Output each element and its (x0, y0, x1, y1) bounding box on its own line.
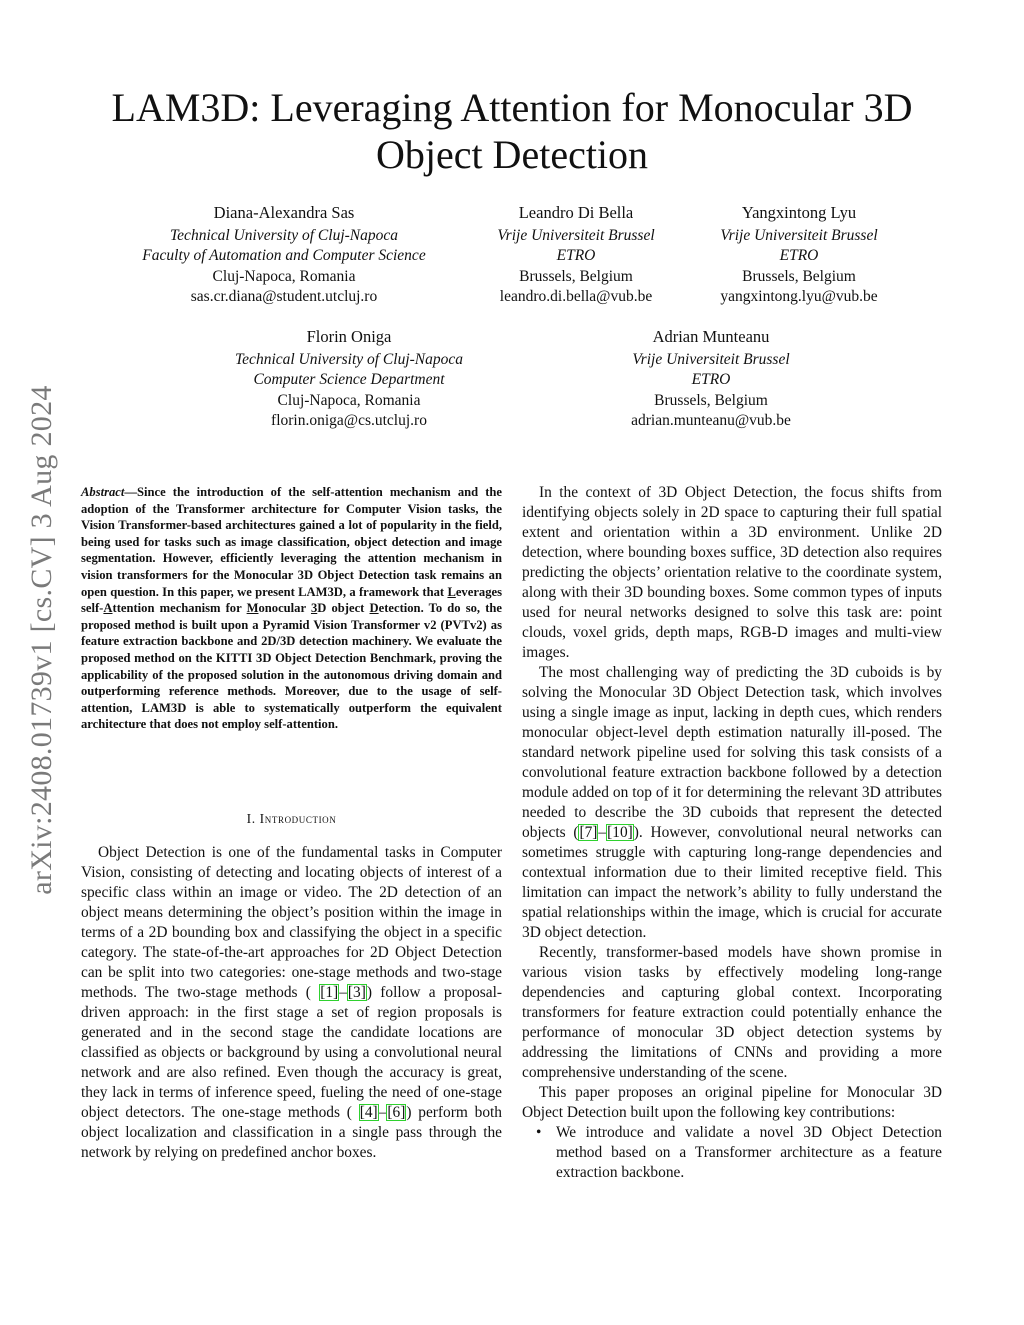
paragraph-text: ) follow a proposal-driven approach: in the first stage a set of region proposals is generated and in the second stage the candidate locations are classified as objects or background by using a convolutional neural network and are also refined. Even though the accuracy is great, they lack in terms of inference speed, fueling the need of one-stage object detectors. The one-stage methods ( (81, 984, 502, 1121)
author-email: sas.cr.diana@student.utcluj.ro (190, 288, 378, 305)
author-location: Brussels, Belgium (654, 391, 768, 409)
paragraph-text: ). However, convolutional neural networks can sometimes struggle with capturing long-range dependencies and contextual information due to their limited receptive field. This limitation can impact the network’s ability to fully understand the spatial relationships within the image, which is crucial for accurate 3D object detection. (522, 824, 942, 941)
author-block (466, 203, 686, 308)
intro-right-column (522, 483, 942, 1183)
section-heading (81, 811, 502, 827)
author-department: Computer Science Department (253, 371, 445, 388)
paper-title: LAM3D: Leveraging Attention for Monocular 3D Object Detection (111, 85, 913, 177)
abstract-underline-letter: M (246, 601, 259, 616)
author-location: Cluj-Napoca, Romania (277, 391, 421, 409)
abstract-label: Abstract (81, 485, 125, 499)
citation-link[interactable]: [4] (359, 1104, 378, 1121)
paragraph-text: Object Detection is one of the fundamental tasks in Computer Vision, consisting of detecting and locating objects of interest of a specific class within an image or video. The 2D detection of an object means determining the object’s position within the image in terms of a 2D bounding box and classifying the object in a specific category. The state-of-the-art approaches for 2D Object Detection can be split into two categories: one-stage methods and two-stage methods. The two-stage methods ( (81, 844, 502, 1001)
list-item (536, 1123, 942, 1183)
author-email: leandro.di.bella@vub.be (499, 288, 653, 305)
author-name: Adrian Munteanu (652, 327, 770, 346)
abstract-underline-letter: D (369, 601, 379, 616)
citation-dash: – (598, 824, 607, 841)
author-affiliation: Technical University of Cluj-Napoca (234, 350, 464, 368)
abstract-text: onocular (258, 601, 311, 616)
paragraph: Recently, transformer-based models have shown promise in various vision tasks by effectively modeling long-range dependencies and capturing global context. Incorporating transformers for feature extraction could potentially enhance the performance of monocular 3D object detection systems by addressing the limitations of CNNs and providing a more comprehensive understanding of the scene. (522, 944, 942, 1081)
author-location: Cluj-Napoca, Romania (212, 267, 356, 285)
author-block (696, 203, 902, 308)
paragraph (81, 843, 502, 1163)
abstract-dash: — (124, 485, 137, 499)
abstract-text: etection. To do so, the proposed method is built upon a Pyramid Vision Transformer v2 (PVTv2) as feature extraction backbone and 2D/3D detection machinery. We evaluate the proposed method on the KITTI 3D Object Detection Benchmark, proving the applicability of the proposed solution in the autonomous driving domain and outperforming reference methods. Moreover, due to the usage of self-attention, LAM3D is able to systematically outperform the equivalent architecture that does not employ self-attention. (81, 601, 502, 732)
author-department: Faculty of Automation and Computer Science (142, 247, 426, 264)
abstract-text: D object (317, 601, 370, 616)
paragraph-text: ) perform both object localization and classification in a single pass through the network by relying on predefined anchor boxes. (81, 1104, 502, 1161)
list-item-text: We introduce and validate a novel 3D Object Detection method based on a Transformer architecture as a feature extraction backbone. (556, 1124, 942, 1181)
abstract-text: Since the introduction of the self-attention mechanism and the adoption of the Transformer architecture for Computer Vision tasks, the Vision Transformer-based architectures gained a lot of popularity in the field, being used for tasks such as image classification, object detection and image segmentation. However, efficiently leveraging the attention mechanism in vision transformers for the Monocular 3D Object Detection task remains an open question. In this paper, we present LAM3D, a framework that (81, 485, 502, 599)
author-email: yangxintong.lyu@vub.be (720, 288, 878, 305)
author-email: adrian.munteanu@vub.be (631, 412, 791, 429)
abstract-underline-letter: L (447, 584, 456, 599)
author-name: Yangxintong Lyu (741, 203, 857, 222)
abstract-underline-letter: 3 (310, 601, 318, 616)
author-name: Florin Oniga (306, 327, 392, 346)
author-name: Leandro Di Bella (518, 203, 634, 222)
paragraph: This paper proposes an original pipeline for Monocular 3D Object Detection built upon the following key contributions: (522, 1084, 942, 1121)
citation-link[interactable]: [3] (347, 984, 366, 1001)
author-block (598, 327, 824, 432)
author-affiliation: Vrije Universiteit Brussel (497, 226, 655, 244)
author-block (110, 203, 458, 308)
author-location: Brussels, Belgium (742, 267, 856, 285)
author-email: florin.oniga@cs.utcluj.ro (271, 412, 427, 429)
section-number: I. (246, 811, 260, 826)
abstract-text: everages self- (81, 584, 502, 616)
abstract-text: ttention mechanism for (112, 601, 247, 616)
abstract-underline-letter: A (103, 601, 113, 616)
citation-link[interactable]: [7] (579, 824, 598, 841)
section-title: Introduction (259, 811, 337, 826)
paragraph (522, 663, 942, 943)
contributions-list (522, 1123, 942, 1183)
author-affiliation: Vrije Universiteit Brussel (632, 350, 790, 368)
abstract (81, 484, 502, 733)
author-name: Diana-Alexandra Sas (213, 203, 355, 222)
paragraph-text: The most challenging way of predicting the 3D cuboids is by solving the Monocular 3D Object Detection task, which involves using a single image as input, lacking in depth cues, which renders monocular object-level depth estimation naturally ill-posed. The standard network pipeline used for solving this task consists of a convolutional feature extraction backbone followed by a detection module added on top of it for determining the relevant 3D attributes needed to describe the 3D cuboids that represent the detected objects ( (522, 664, 942, 841)
author-department: ETRO (556, 247, 596, 264)
arxiv-side-label: arXiv:2408.01739v1 [cs.CV] 3 Aug 2024 (25, 385, 58, 895)
citation-dash: – (378, 1104, 387, 1121)
author-department: ETRO (779, 247, 819, 264)
author-location: Brussels, Belgium (519, 267, 633, 285)
citation-link[interactable]: [6] (387, 1104, 406, 1121)
bullet-icon: • (536, 1124, 542, 1141)
citation-link[interactable]: [1] (320, 984, 339, 1001)
author-block (208, 327, 490, 432)
intro-left-column (81, 843, 502, 1163)
author-department: ETRO (691, 371, 731, 388)
citation-dash: – (339, 984, 347, 1001)
author-affiliation: Vrije Universiteit Brussel (720, 226, 878, 244)
author-affiliation: Technical University of Cluj-Napoca (169, 226, 399, 244)
paragraph: In the context of 3D Object Detection, the focus shifts from identifying objects solely in 2D space to capturing their full spatial extent and orientation within a 3D environment. Unlike 2D detection, where bounding boxes suffice, 3D detection also requires predicting the objects’ orientation relative to the coordinate system, along with their 3D bounding boxes. Some common types of inputs used for neural networks designed to solve this task are: point clouds, voxel grids, depth maps, RGB-D images and multi-view images. (522, 484, 942, 661)
citation-link[interactable]: [10] (607, 824, 633, 841)
